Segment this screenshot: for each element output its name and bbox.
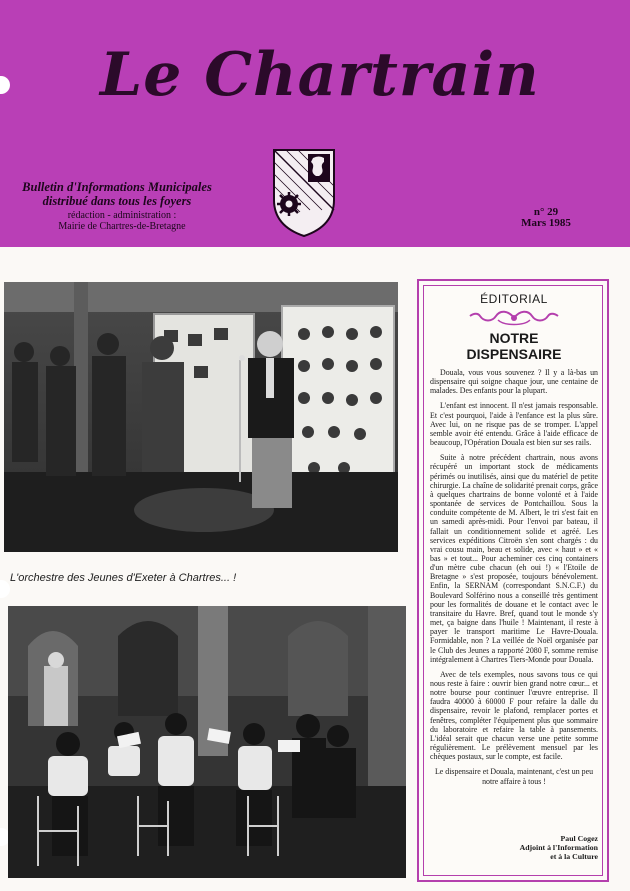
editorial-box <box>417 279 609 882</box>
tagline-line-2: distribué dans tous les foyers <box>42 194 192 208</box>
punch-hole <box>0 580 10 598</box>
tagline-line-1: Bulletin d'Informations Municipales <box>22 180 212 194</box>
editorial-inner-frame <box>423 285 603 876</box>
signature-role-1: Adjoint à l'Information <box>519 843 598 852</box>
signature-name: Paul Cogez <box>560 834 598 843</box>
issue-number: n° 29 <box>533 206 559 218</box>
coat-of-arms-icon <box>272 148 336 238</box>
exhibition-photo-image <box>4 282 398 552</box>
editorial-closing: Le dispensaire et Douala, maintenant, c'est un peu notre affaire à tous ! <box>434 767 594 786</box>
editorial-paragraph: Avec de tels exemples, nous savons tous ce qui nous reste à faire : ouvrir bien grand notre cœur... et notre bourse pour continuer l'œuvre entreprise. Il faudra 40000 à 60000 F pour refaire la dalle du dispensaire, revoir le plafond, remplacer portes et fenêtres, compléter l'équipement plus que sommaire du laboratoire et refaire la table à pansements. L'idéal serait que chacun verse une petite somme régulièrement. Le prélèvement mensuel par les chèques postaux, sur le compte, est facile. <box>430 669 598 762</box>
exhibition-photo <box>4 282 398 552</box>
admin-line-2: Mairie de Chartres-de-Bretagne <box>58 221 186 232</box>
editorial-paragraph: Suite à notre précédent chartrain, nous avons récupéré un important stock de médicaments périmés ou inutilisés, ainsi que du matériel de petite chirurgie. La chaîne de solidarité prenait corps, grâce à quelques chartrains de bonne volonté et à l'aide spontanée de services de Pontchaillou. Sous la conduite compétente de M. Albert, le tri s'est fait en un samedi après-midi. Pour l'envoi par bateau, il fallait un conditionnement solide et agréé. Les services expéditions Citroën s'en sont chargés : du vrai cousu main, beau et solide, avec « haut » et « bas » et tout... Pour acheminer ces cinq containers d'un mètre cube chacun (eh oui !) « l'Etoile de Bretagne » s'est proposée, toujours bénévolement. Enfin, la SERNAM (correspondant S.N.C.F.) du Boulevard Solférino nous a conseillé très gentiment pour les formalités de douane et le contact avec le transitaire du Havre. Bref, quand tout le monde s'y met, ça baigne dans l'huile ! Maintenant, il reste à payer le transport maritime Le Havre-Douala. Formidable, non ? La veillée de Noël organisée par le Club des Jeunes a rapporté 2080 F, somme remise intégralement à Chartres Tiers-Monde pour Douala. <box>430 453 598 664</box>
orchestra-photo <box>8 606 406 878</box>
editorial-address <box>22 210 222 232</box>
admin-line-1: rédaction - administration : <box>67 210 177 221</box>
newsletter-title: Le Chartrain <box>100 40 540 110</box>
editorial-signature <box>484 834 598 861</box>
signature-role-2: et à la Culture <box>550 852 598 861</box>
editorial-body <box>430 368 598 793</box>
ornament-icon <box>468 310 560 326</box>
editorial-paragraph: L'enfant est innocent. Il n'est jamais responsable. Et c'est pourquoi, l'aide à l'enfance est la plus sûre. Avec lui, on ne risque pas de se tromper. L'appel semble avoir été entendu. Grâce à l'aide efficace de beaucoup, l'Opération Douala est bien sur ses rails. <box>430 401 598 448</box>
photo-caption: L'orchestre des Jeunes d'Exeter à Chartres... ! <box>10 572 237 584</box>
editorial-title <box>424 330 604 362</box>
editorial-title-line-1: NOTRE <box>489 330 539 346</box>
editorial-kicker: ÉDITORIAL <box>480 292 548 306</box>
editorial-title-line-2: DISPENSAIRE <box>466 346 562 362</box>
issue-info <box>506 207 586 229</box>
orchestra-photo-image <box>8 606 406 878</box>
tagline <box>2 180 232 208</box>
masthead-band <box>0 0 630 247</box>
issue-date: Mars 1985 <box>521 217 571 229</box>
editorial-paragraph: Douala, vous vous souvenez ? Il y a là-bas un dispensaire qui soigne chaque jour, une centaine de malades. Des enfants pour la plupart. <box>430 368 598 396</box>
